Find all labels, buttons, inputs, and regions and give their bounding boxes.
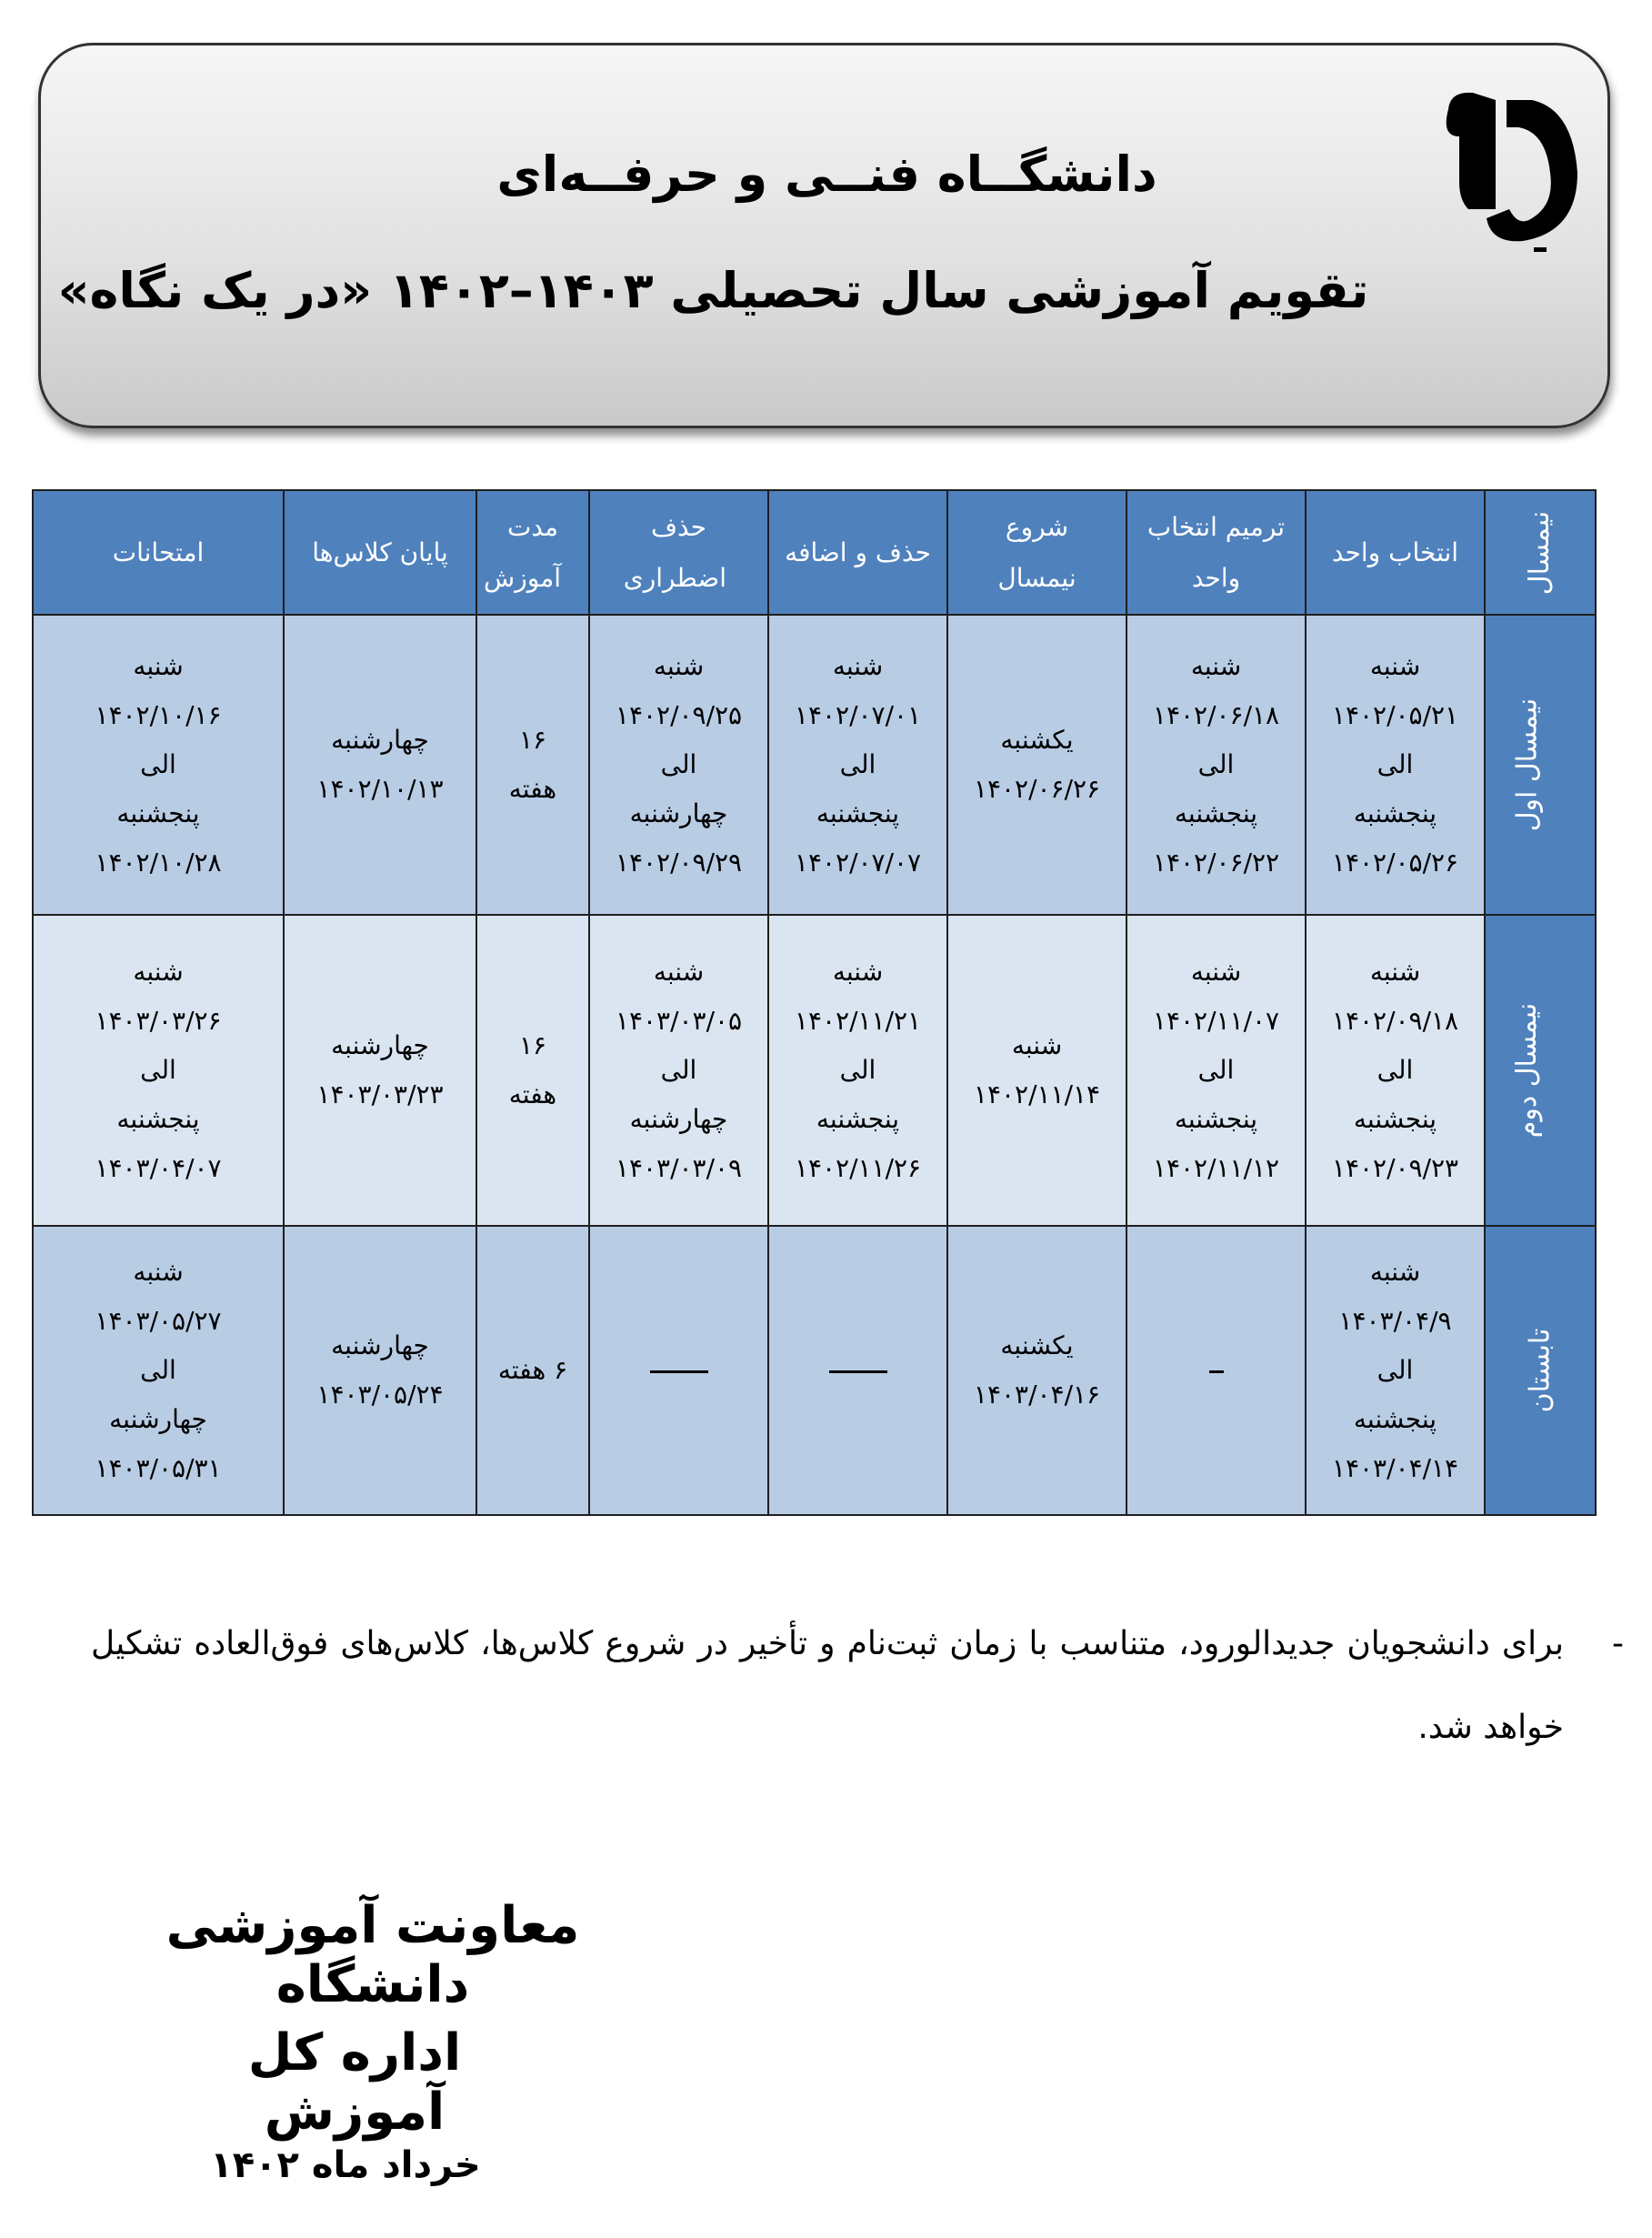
- semester-cell: تابستان: [1485, 1226, 1596, 1515]
- classes-end-cell: چهارشنبه ۱۴۰۳/۰۵/۲۴: [284, 1226, 476, 1515]
- semester-start-cell: شنبه ۱۴۰۲/۱۱/۱۴: [947, 915, 1126, 1226]
- calendar-title: تقویم آموزشی سال تحصیلی ۱۴۰۳–۱۴۰۲ «در یک نگاه»: [57, 262, 1369, 319]
- emergency-drop-cell: شنبه ۱۴۰۲/۰۹/۲۵ الی چهارشنبه ۱۴۰۲/۰۹/۲۹: [589, 615, 768, 915]
- header-cell: امتحانات: [33, 490, 284, 615]
- semester-cell: نیمسال دوم: [1485, 915, 1596, 1226]
- header-cell: پایان کلاس‌ها: [284, 490, 476, 615]
- header-cell: نیمسال: [1485, 490, 1596, 615]
- signature-date: خرداد ماه ۱۴۰۲: [210, 2144, 481, 2186]
- header-cell: حذف و اضافه: [768, 490, 947, 615]
- header-cell: ترمیم انتخاب واحد: [1126, 490, 1306, 615]
- exams-cell: شنبه ۱۴۰۲/۱۰/۱۶ الی پنجشنبه ۱۴۰۲/۱۰/۲۸: [33, 615, 284, 915]
- emergency-drop-cell: [589, 1226, 768, 1515]
- empty-dash: [829, 1370, 887, 1373]
- unit-selection-cell: شنبه ۱۴۰۲/۰۵/۲۱ الی پنجشنبه ۱۴۰۲/۰۵/۲۶: [1306, 615, 1485, 915]
- header-cell: شروع نیمسال: [947, 490, 1126, 615]
- empty-dash: [1209, 1370, 1224, 1373]
- classes-end-cell: چهارشنبه ۱۴۰۲/۱۰/۱۳: [284, 615, 476, 915]
- table-row: [33, 1226, 1596, 1515]
- table-row: [33, 915, 1596, 1226]
- academic-calendar-table: [32, 489, 1597, 1516]
- duration-cell: ۱۶ هفته: [476, 615, 589, 915]
- emergency-drop-cell: شنبه ۱۴۰۳/۰۳/۰۵ الی چهارشنبه ۱۴۰۳/۰۳/۰۹: [589, 915, 768, 1226]
- table-row: [33, 615, 1596, 915]
- semester-start-cell: یکشنبه ۱۴۰۳/۰۴/۱۶: [947, 1226, 1126, 1515]
- unit-amendment-cell: شنبه ۱۴۰۲/۰۶/۱۸ الی پنجشنبه ۱۴۰۲/۰۶/۲۲: [1126, 615, 1306, 915]
- header-cell: مدت آموزش: [476, 490, 589, 615]
- note-bullet: -: [1612, 1625, 1624, 1662]
- unit-amendment-cell: شنبه ۱۴۰۲/۱۱/۰۷ الی پنجشنبه ۱۴۰۲/۱۱/۱۲: [1126, 915, 1306, 1226]
- university-title: دانشگــاه فنــی و حرفــه‌ای: [496, 146, 1157, 203]
- add-drop-cell: [768, 1226, 947, 1515]
- signature-department: اداره کل آموزش: [247, 2023, 462, 2142]
- unit-selection-cell: شنبه ۱۴۰۳/۰۴/۹ الی پنجشنبه ۱۴۰۳/۰۴/۱۴: [1306, 1226, 1485, 1515]
- classes-end-cell: چهارشنبه ۱۴۰۳/۰۳/۲۳: [284, 915, 476, 1226]
- note-text: برای دانشجویان جدیدالورود، متناسب با زمان ثبت‌نام و تأخیر در شروع کلاس‌ها، کلاس‌های فوق‌العاده تشکیل خواهد شد.: [91, 1625, 1564, 1746]
- add-drop-cell: شنبه ۱۴۰۲/۱۱/۲۱ الی پنجشنبه ۱۴۰۲/۱۱/۲۶: [768, 915, 947, 1226]
- unit-selection-cell: شنبه ۱۴۰۲/۰۹/۱۸ الی پنجشنبه ۱۴۰۲/۰۹/۲۳: [1306, 915, 1485, 1226]
- signature-office: معاونت آموزشی دانشگاه: [165, 1896, 580, 2014]
- exams-cell: شنبه ۱۴۰۳/۰۳/۲۶ الی پنجشنبه ۱۴۰۳/۰۴/۰۷: [33, 915, 284, 1226]
- semester-cell: نیمسال اول: [1485, 615, 1596, 915]
- empty-dash: [650, 1370, 708, 1373]
- header-cell: حذف اضطراری: [589, 490, 768, 615]
- add-drop-cell: شنبه ۱۴۰۲/۰۷/۰۱ الی پنجشنبه ۱۴۰۲/۰۷/۰۷: [768, 615, 947, 915]
- header-box: [38, 43, 1610, 428]
- duration-cell: ۱۶ هفته: [476, 915, 589, 1226]
- exams-cell: شنبه ۱۴۰۳/۰۵/۲۷ الی چهارشنبه ۱۴۰۳/۰۵/۳۱: [33, 1226, 284, 1515]
- unit-amendment-cell: [1126, 1226, 1306, 1515]
- semester-start-cell: یکشنبه ۱۴۰۲/۰۶/۲۶: [947, 615, 1126, 915]
- table-header-row: [33, 490, 1596, 615]
- header-cell: انتخاب واحد: [1306, 490, 1485, 615]
- duration-cell: ۶ هفته: [476, 1226, 589, 1515]
